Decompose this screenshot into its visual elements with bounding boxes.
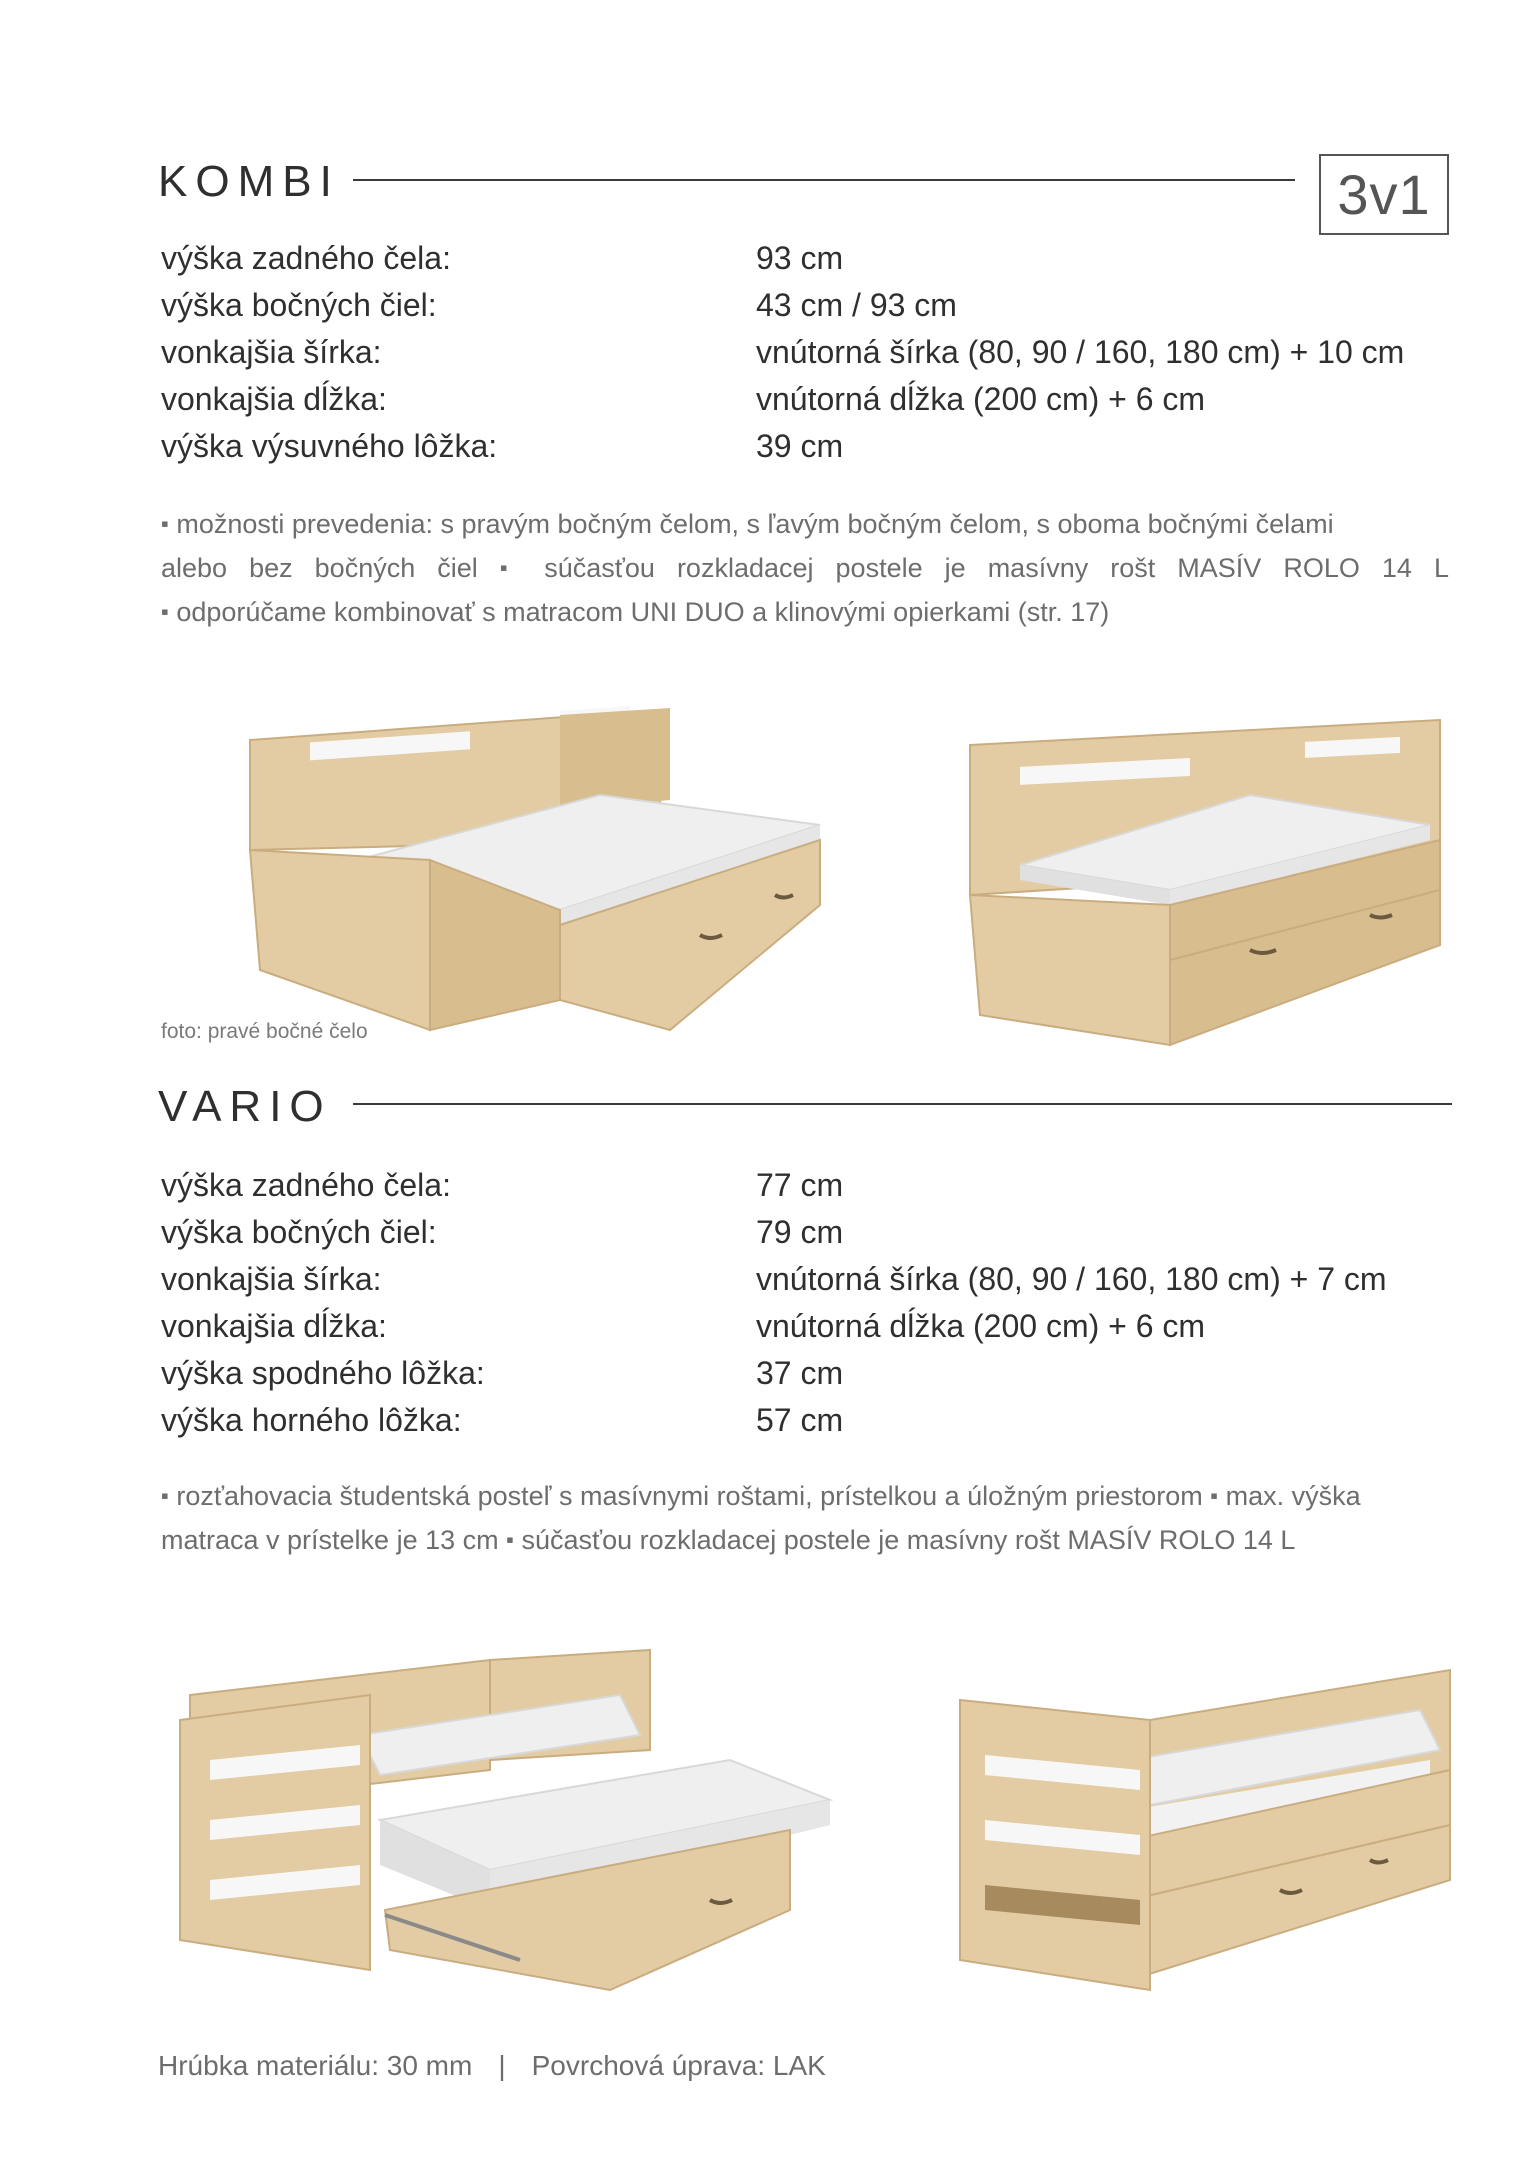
spec-value: vnútorná šírka (80, 90 / 160, 180 cm) + 10 cm: [756, 334, 1405, 370]
note-line: [161, 546, 1449, 590]
bullet-icon: ▪: [161, 511, 169, 536]
spec-label: vonkajšia dĺžka:: [161, 381, 387, 417]
footer-material: Hrúbka materiálu: 30 mm: [158, 2050, 473, 2081]
spec-label: vonkajšia dĺžka:: [161, 1308, 387, 1344]
spec-label: výška horného lôžka:: [161, 1402, 462, 1438]
spec-row: [161, 1162, 1461, 1209]
spec-row: [161, 1209, 1461, 1256]
note-line: [161, 590, 1449, 634]
spec-row: [161, 329, 1461, 376]
spec-value: 37 cm: [756, 1355, 844, 1391]
spec-label: výška výsuvného lôžka:: [161, 428, 498, 464]
note-text: odporúčame kombinovať s matracom UNI DUO a klinovými opierkami (str. 17): [176, 597, 1110, 627]
spec-value: 39 cm: [756, 428, 844, 464]
footer-finish: Povrchová úprava: LAK: [531, 2050, 826, 2081]
kombi-photo-extended: [230, 700, 830, 1060]
bullet-icon: ▪: [1210, 1483, 1219, 1508]
spec-row: [161, 1397, 1461, 1444]
spec-value: 93 cm: [756, 240, 844, 276]
vario-photo-extended: [170, 1640, 850, 2000]
note-line: [161, 502, 1449, 546]
note-text: matraca v prístelke je 13 cm: [161, 1525, 499, 1555]
bullet-icon: ▪: [161, 599, 169, 624]
kombi-title-rule: [353, 179, 1295, 181]
spec-value: vnútorná šírka (80, 90 / 160, 180 cm) + 7 cm: [756, 1261, 1387, 1297]
kombi-spec-table: [161, 235, 1461, 470]
note-text: súčasťou rozkladacej postele je masívny rošt MASÍV ROLO 14 L: [544, 553, 1449, 583]
note-line: [161, 1474, 1451, 1518]
vario-photo-closed: [950, 1660, 1460, 2000]
spec-row: [161, 282, 1461, 329]
spec-label: výška zadného čela:: [161, 240, 451, 276]
spec-value: 57 cm: [756, 1402, 844, 1438]
spec-label: vonkajšia šírka:: [161, 334, 382, 370]
kombi-photo-closed: [960, 715, 1460, 1055]
kombi-badge: 3v1: [1319, 154, 1449, 235]
spec-value: 43 cm / 93 cm: [756, 287, 957, 323]
spec-row: [161, 1303, 1461, 1350]
spec-label: výška spodného lôžka:: [161, 1355, 485, 1391]
vario-notes: [161, 1474, 1451, 1562]
footer-separator: |: [498, 2050, 506, 2081]
note-line: [161, 1518, 1451, 1562]
bullet-icon: ▪: [499, 555, 523, 580]
note-text: rozťahovacia študentská posteľ s masívnymi roštami, prístelkou a úložným priestorom: [176, 1481, 1203, 1511]
note-text: alebo bez bočných čiel: [161, 553, 478, 583]
spec-value: vnútorná dĺžka (200 cm) + 6 cm: [756, 381, 1206, 417]
spec-row: [161, 1350, 1461, 1397]
spec-row: [161, 1256, 1461, 1303]
vario-title: VARIO: [158, 1082, 332, 1131]
bullet-icon: ▪: [161, 1483, 169, 1508]
footer: [158, 2050, 826, 2082]
spec-row: [161, 235, 1461, 282]
spec-value: vnútorná dĺžka (200 cm) + 6 cm: [756, 1308, 1206, 1344]
kombi-photo-caption: foto: pravé bočné čelo: [161, 1020, 368, 1043]
spec-label: výška bočných čiel:: [161, 1214, 437, 1250]
spec-value: 77 cm: [756, 1167, 844, 1203]
note-text: súčasťou rozkladacej postele je masívny rošt MASÍV ROLO 14 L: [521, 1525, 1296, 1555]
spec-row: [161, 423, 1461, 470]
vario-title-rule: [353, 1103, 1452, 1105]
vario-spec-table: [161, 1162, 1461, 1444]
spec-label: vonkajšia šírka:: [161, 1261, 382, 1297]
spec-label: výška zadného čela:: [161, 1167, 451, 1203]
spec-value: 79 cm: [756, 1214, 844, 1250]
note-text: max. výška: [1225, 1481, 1361, 1511]
note-text: možnosti prevedenia: s pravým bočným čelom, s ľavým bočným čelom, s oboma bočnými čelami: [176, 509, 1334, 539]
bullet-icon: ▪: [506, 1527, 514, 1552]
spec-row: [161, 376, 1461, 423]
kombi-title: KOMBI: [158, 157, 340, 206]
spec-label: výška bočných čiel:: [161, 287, 437, 323]
kombi-notes: [161, 502, 1449, 634]
